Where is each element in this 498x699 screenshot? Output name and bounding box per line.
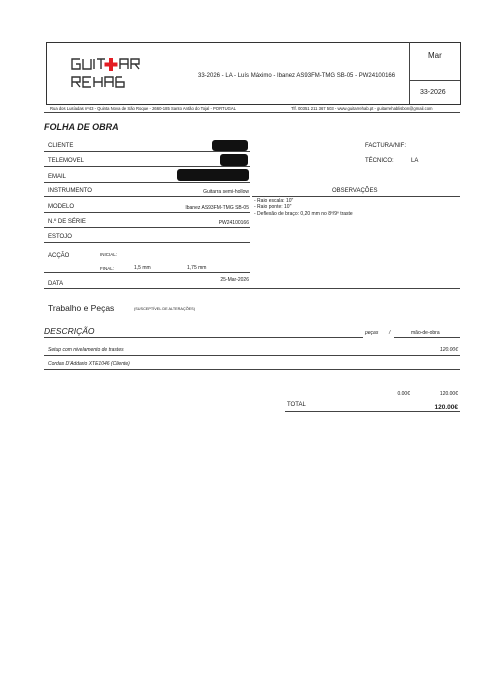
- modelo-value: Ibanez AS93FM-TMG SB-05: [185, 205, 249, 211]
- header-cell-divider: [409, 80, 460, 81]
- col-separator: /: [389, 330, 391, 336]
- serie-rule: [44, 227, 250, 228]
- serie-label: N.º DE SÉRIE: [48, 219, 86, 225]
- mao-sum: 120.00€: [439, 391, 458, 397]
- header-divider: [409, 42, 410, 104]
- col-pecas-header: peças: [365, 330, 379, 336]
- telemovel-label: TELEMOVEL: [48, 158, 85, 164]
- pecas-sum: 0.00€: [397, 391, 410, 397]
- row-rule: [44, 355, 460, 356]
- total-value: 120.00€: [434, 404, 458, 411]
- header-bottom-rule: [44, 112, 460, 113]
- descricao-rule-right: [394, 337, 460, 338]
- final-value-1: 1,5 mm: [134, 265, 151, 271]
- job-title: 33-2026 - LA - Luís Máximo - Ibanez AS93FM-TMG SB-05 - PW24100166: [198, 73, 396, 79]
- redacted-cliente: [212, 140, 248, 151]
- company-contacts: Tlf. 00351 211 367 503 - www.guitarrehab.pt - guitarrehablisbon@gmail.com: [291, 106, 433, 111]
- accao-rule: [44, 272, 250, 273]
- redacted-telemovel: [220, 154, 248, 166]
- inicial-label: INICIAL:: [100, 252, 118, 257]
- modelo-label: MODELO: [48, 204, 75, 210]
- instrumento-value: Guitarra semi-hollow: [203, 189, 249, 195]
- data-label: DATA: [48, 281, 64, 287]
- descricao-row-desc: Cordas D'Addario XTE1046 (Cliente): [48, 361, 130, 367]
- accao-label: ACÇÃO: [48, 253, 70, 259]
- instrumento-rule: [44, 196, 250, 197]
- redacted-email: [177, 169, 249, 181]
- total-label: TOTAL: [287, 402, 306, 408]
- cliente-label: CLIENTE: [48, 143, 74, 149]
- row-rule: [44, 369, 460, 370]
- descricao-rule-left: [44, 337, 363, 338]
- final-value-2: 1,75 mm: [187, 265, 207, 271]
- observacao-item: - Raio escala: 10": [254, 198, 294, 204]
- email-rule: [44, 182, 250, 183]
- descricao-row-mao: 120.00€: [439, 347, 458, 353]
- telemovel-rule: [44, 166, 250, 167]
- observacoes-list: [254, 198, 353, 217]
- trabalho-title: Trabalho e Peças: [48, 303, 115, 313]
- estojo-rule: [44, 242, 250, 243]
- trabalho-note: (SUSCEPTÍVEL DE ALTERAÇÕES): [134, 307, 195, 311]
- data-rule: [44, 288, 460, 289]
- modelo-rule: [44, 212, 250, 213]
- observacao-item: - Deflexão de braço: 0,20 mm no 8º/9º traste: [254, 210, 353, 217]
- tecnico-value: LA: [411, 158, 419, 164]
- estojo-label: ESTOJO: [48, 234, 72, 240]
- company-address: Rua dos Lusíadas nº43 - Quinta Nova de São Roque - 2660-185 Santo Antão do Tojal - PORTUGAL: [50, 106, 236, 111]
- cliente-rule: [44, 151, 250, 152]
- observacoes-label: OBSERVAÇÕES: [332, 188, 378, 194]
- tecnico-label: TÉCNICO:: [365, 158, 394, 164]
- job-number: 33-2026: [420, 89, 446, 96]
- form-title: FOLHA DE OBRA: [44, 122, 119, 132]
- final-label: FINAL:: [100, 266, 115, 271]
- month-cell: Mar: [428, 51, 442, 60]
- descricao-title: DESCRIÇÃO: [44, 326, 95, 336]
- descricao-row-desc: Setup com nivelamento de trastes: [48, 347, 124, 353]
- observacao-item: - Raio ponte: 10": [254, 204, 292, 211]
- email-label: EMAIL: [48, 174, 67, 180]
- total-rule: [285, 411, 460, 412]
- instrumento-label: INSTRUMENTO: [48, 188, 92, 194]
- data-value: 25-Mar-2026: [220, 277, 249, 283]
- col-mao-header: mão-de-obra: [411, 330, 440, 336]
- observacoes-rule: [252, 196, 460, 197]
- guitar-rehab-logo: [70, 57, 154, 89]
- factura-label: FACTURA/NIF:: [365, 143, 407, 149]
- serie-value: PW24100166: [218, 220, 249, 226]
